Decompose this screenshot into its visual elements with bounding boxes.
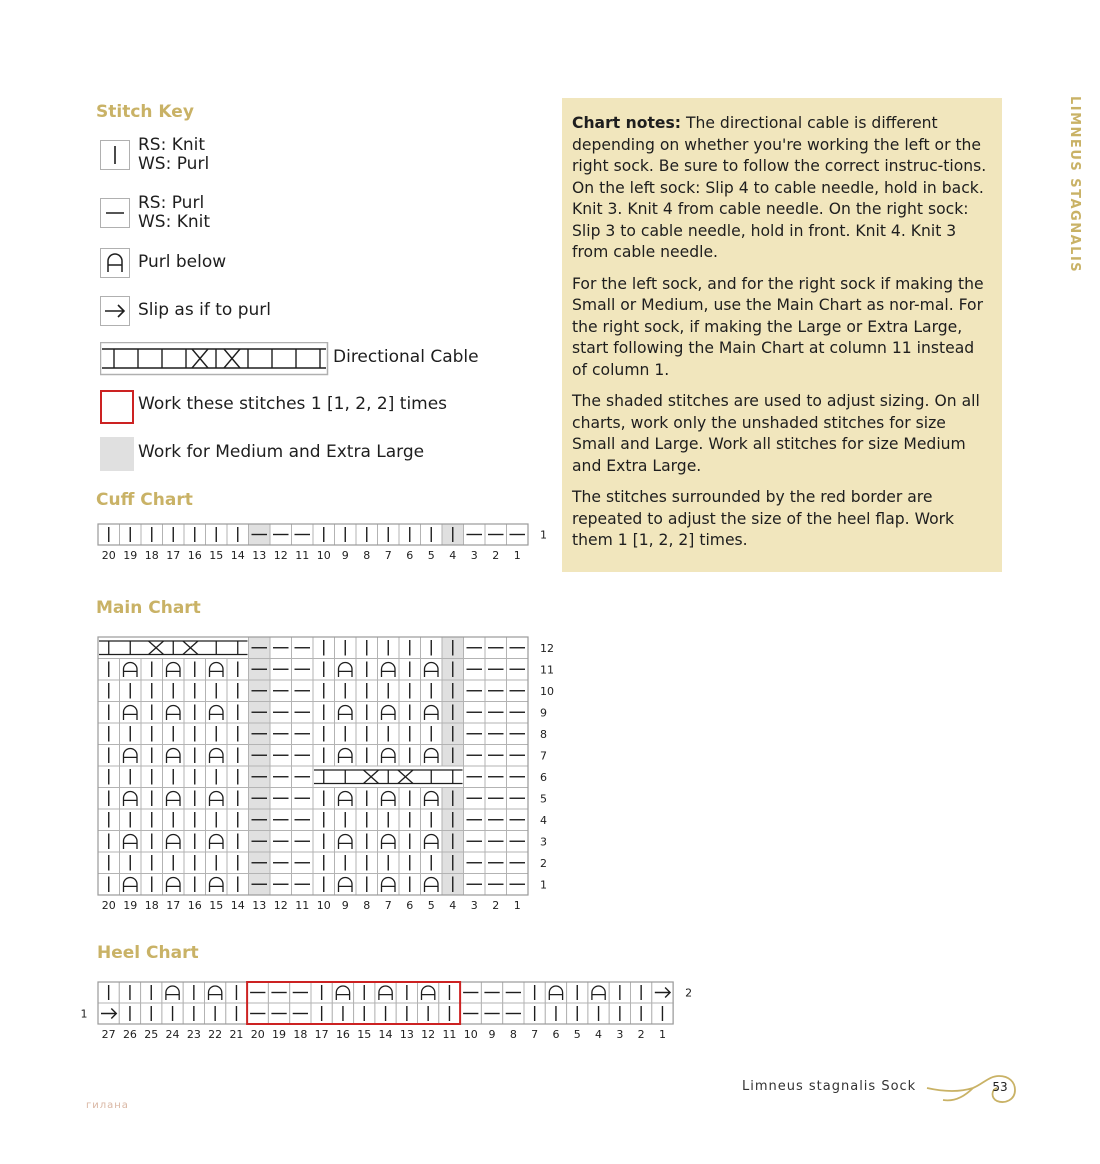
column-number: 10 (463, 1028, 478, 1041)
row-number: 5 (540, 792, 547, 806)
row-number: 8 (540, 727, 547, 741)
column-number: 2 (492, 549, 500, 562)
column-number: 9 (341, 549, 349, 562)
row-number: 1 (540, 528, 547, 542)
column-number: 6 (406, 899, 414, 912)
column-number: 13 (399, 1028, 414, 1041)
column-number: 9 (488, 1028, 496, 1041)
main-chart-title: Main Chart (96, 598, 201, 618)
row-number: 1 (540, 878, 547, 892)
column-number: 24 (165, 1028, 180, 1041)
column-number: 6 (406, 549, 414, 562)
column-number: 4 (449, 899, 457, 912)
page-number: 53 (992, 1080, 1008, 1094)
row-number: 11 (540, 663, 554, 677)
chart-row (81, 1003, 674, 1024)
column-number: 20 (101, 899, 116, 912)
column-number: 5 (573, 1028, 581, 1041)
column-number: 4 (595, 1028, 603, 1041)
column-number: 10 (316, 549, 331, 562)
column-number: 26 (122, 1028, 137, 1041)
column-number: 2 (637, 1028, 645, 1041)
row-number: 2 (685, 986, 693, 1000)
row-number: 6 (540, 770, 547, 784)
column-number: 14 (230, 899, 245, 912)
cuff-chart-title: Cuff Chart (96, 490, 193, 510)
chart-cell (545, 982, 566, 1003)
column-number: 7 (384, 899, 392, 912)
chart-cell (332, 982, 353, 1003)
row-number: 2 (540, 856, 547, 870)
column-number: 21 (229, 1028, 244, 1041)
column-number: 12 (273, 899, 288, 912)
key-label-line: Purl below (138, 252, 227, 272)
column-number: 17 (166, 549, 181, 562)
column-number: 14 (378, 1028, 393, 1041)
column-number: 23 (186, 1028, 201, 1041)
column-number: 16 (187, 549, 202, 562)
column-number: 18 (144, 899, 159, 912)
column-number: 1 (513, 899, 521, 912)
column-number: 13 (252, 549, 267, 562)
chart-row (98, 982, 692, 1003)
row-number: 4 (540, 813, 547, 827)
footer-title: Limneus stagnalis Sock (742, 1079, 917, 1094)
row-number: 1 (80, 1007, 88, 1021)
row-number: 10 (540, 684, 554, 698)
column-number: 1 (513, 549, 521, 562)
column-number: 14 (230, 549, 245, 562)
stitch-key-heading: Stitch Key (96, 102, 194, 122)
column-number: 2 (492, 899, 500, 912)
column-number: 5 (427, 549, 435, 562)
column-number: 15 (357, 1028, 372, 1041)
column-number: 15 (209, 549, 224, 562)
column-number: 15 (209, 899, 224, 912)
key-label-line: WS: Purl (138, 154, 210, 174)
column-number: 27 (101, 1028, 116, 1041)
key-label-line: Slip as if to purl (138, 300, 271, 320)
column-number: 19 (123, 549, 138, 562)
key-label-line: RS: Purl (138, 193, 205, 213)
column-number: 8 (509, 1028, 517, 1041)
row-number: 12 (540, 641, 554, 655)
chart-notes-paragraph: The stitches surrounded by the red border are repeated to adjust the size of the heel flap. Work them 1 [1, 2, 2] times. (572, 488, 955, 549)
column-number: 12 (421, 1028, 436, 1041)
column-number: 25 (144, 1028, 159, 1041)
column-number: 18 (293, 1028, 308, 1041)
column-number: 11 (295, 899, 310, 912)
chart-notes-text: The directional cable is different depending on whether you're working the left or the right sock. Be sure to follow the correct instruc-tions. On the left sock: Slip 4 to cable needle, hold in back. Knit 3. Knit 4 from cable needle. On the right sock: Slip 3 to cable needle, hold in front. Knit 4. Knit 3 from cable needle. (572, 114, 987, 261)
column-number: 6 (552, 1028, 560, 1041)
row-number: 3 (540, 835, 547, 849)
key-label-line: Directional Cable (333, 347, 479, 367)
column-number: 18 (144, 549, 159, 562)
chart-cell (418, 982, 439, 1003)
chart-notes-paragraph: For the left sock, and for the right sock if making the Small or Medium, use the Main Chart as nor-mal. For the right sock, if making the Large or Extra Large, start following the Main Chart at column 11 instead of column 1. (572, 274, 984, 379)
chart-cell (205, 982, 226, 1003)
chart-notes-paragraph: The shaded stitches are used to adjust sizing. On all charts, work only the unshaded stitches for size Small and Large. Work all stitches for size Medium and Extra Large. (572, 392, 980, 475)
column-number: 3 (470, 549, 478, 562)
chart-cell (375, 982, 396, 1003)
column-number: 11 (295, 549, 310, 562)
column-number: 3 (616, 1028, 624, 1041)
side-title: LIMNEUS STAGNALIS (1067, 96, 1082, 274)
column-number: 19 (123, 899, 138, 912)
column-number: 17 (166, 899, 181, 912)
chart-notes-label: Chart notes: (572, 114, 682, 132)
column-number: 10 (316, 899, 331, 912)
column-number: 5 (427, 899, 435, 912)
column-number: 12 (273, 549, 288, 562)
column-number: 3 (470, 899, 478, 912)
key-label-line: RS: Knit (138, 135, 206, 155)
column-number: 11 (442, 1028, 457, 1041)
column-number: 4 (449, 549, 457, 562)
column-number: 8 (363, 899, 371, 912)
column-number: 13 (252, 899, 267, 912)
column-number: 7 (531, 1028, 539, 1041)
row-number: 9 (540, 706, 547, 720)
column-number: 16 (187, 899, 202, 912)
row-number: 7 (540, 749, 547, 763)
chart-cell (588, 982, 609, 1003)
column-number: 1 (658, 1028, 666, 1041)
column-number: 20 (250, 1028, 265, 1041)
column-number: 8 (363, 549, 371, 562)
column-number: 19 (272, 1028, 287, 1041)
column-number: 7 (384, 549, 392, 562)
key-label-line: Work for Medium and Extra Large (138, 442, 425, 462)
column-number: 17 (314, 1028, 329, 1041)
chart-cell (162, 982, 183, 1003)
column-number: 22 (208, 1028, 223, 1041)
column-number: 9 (341, 899, 349, 912)
column-number: 16 (335, 1028, 350, 1041)
column-number: 20 (101, 549, 116, 562)
watermark: гилана (86, 1100, 129, 1111)
heel-chart-title: Heel Chart (97, 943, 199, 963)
key-label-line: WS: Knit (138, 212, 211, 232)
key-label-line: Work these stitches 1 [1, 2, 2] times (138, 394, 448, 414)
